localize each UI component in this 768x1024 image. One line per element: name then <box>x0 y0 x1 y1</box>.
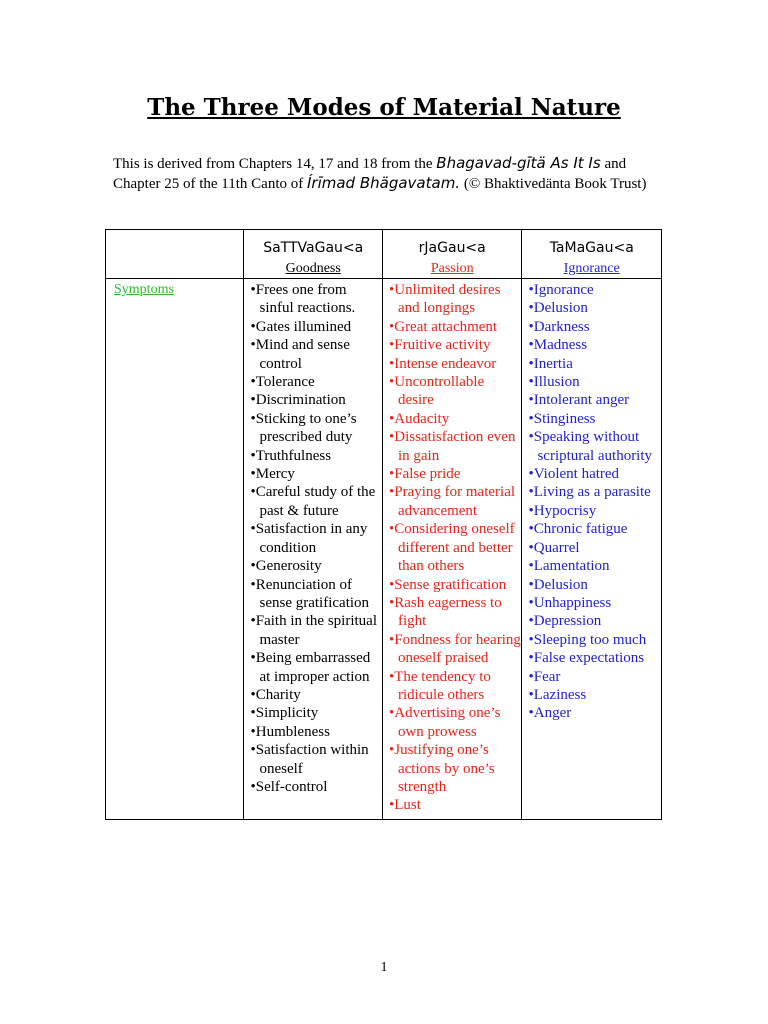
symptom-item: • Careful study of the past & future <box>250 483 381 520</box>
symptom-item: • Tolerance <box>250 373 381 391</box>
symptom-item: • Intolerant anger <box>528 391 661 409</box>
symptom-item: • Sleeping too much <box>528 631 661 649</box>
symptom-item: • Madness <box>528 336 661 354</box>
symptom-item: • Chronic fatigue <box>528 520 661 538</box>
symptom-item: • Advertising one’s own prowess <box>389 704 522 741</box>
symptom-item: • Inertia <box>528 355 661 373</box>
symptom-item: • Considering oneself different and better than others <box>389 520 522 575</box>
goodness-list <box>244 279 381 800</box>
page-title: The Three Modes of Material Nature <box>147 94 621 121</box>
header-row <box>106 230 662 279</box>
symptom-item: • Faith in the spiritual master <box>250 612 381 649</box>
symptoms-label-cell <box>106 279 244 820</box>
symptom-item: • Unlimited desires and longings <box>389 281 522 318</box>
symptom-item: • Living as a parasite <box>528 483 661 501</box>
passion-list <box>383 279 522 819</box>
symptom-item: • Discrimination <box>250 391 381 409</box>
symptom-item: • False expectations <box>528 649 661 667</box>
symptom-item: • Fear <box>528 668 661 686</box>
symptom-item: • Justifying one’s actions by one’s strength <box>389 741 522 796</box>
symptom-item: • Satisfaction in any condition <box>250 520 381 557</box>
symptom-item: • Dissatisfaction even in gain <box>389 428 522 465</box>
modes-table <box>105 229 662 820</box>
symptom-item: • Stinginess <box>528 410 661 428</box>
symptom-item: • Delusion <box>528 576 661 594</box>
book-title-bhagavatam: Írīmad Bhägavatam. <box>307 174 461 192</box>
page-number: 1 <box>380 960 388 975</box>
symptom-item: • Unhappiness <box>528 594 661 612</box>
symptom-item: • False pride <box>389 465 522 483</box>
symptom-item: • Lust <box>389 796 522 814</box>
symptom-item: • Uncontrollable desire <box>389 373 522 410</box>
ignorance-list <box>522 279 661 727</box>
passion-cell <box>382 279 522 820</box>
symptom-item: • Sense gratification <box>389 576 522 594</box>
symptom-item: • Laziness <box>528 686 661 704</box>
symptom-item: • Quarrel <box>528 539 661 557</box>
symptom-item: • Renunciation of sense gratification <box>250 576 381 613</box>
intro-text-2: and Chapter 25 of the 11th Canto of <box>113 156 627 192</box>
symptom-item: • Speaking without scriptural authority <box>528 428 661 465</box>
symptom-item: • Hypocrisy <box>528 502 661 520</box>
empty-header-cell <box>106 230 244 279</box>
symptom-item: • Rash eagerness to fight <box>389 594 522 631</box>
symptom-item: • Illusion <box>528 373 661 391</box>
symptom-item: • Ignorance <box>528 281 661 299</box>
ignorance-label: Ignorance <box>563 261 620 276</box>
symptom-item: • Being embarrassed at improper action <box>250 649 381 686</box>
symptom-item: • Satisfaction within oneself <box>250 741 381 778</box>
symptom-item: • Darkness <box>528 318 661 336</box>
goodness-label: Goodness <box>285 261 341 276</box>
symptom-item: • Delusion <box>528 299 661 317</box>
symptoms-link[interactable]: Symptoms <box>114 282 174 297</box>
passion-header <box>382 230 522 279</box>
symptom-item: • Praying for material advancement <box>389 483 522 520</box>
goodness-cell <box>244 279 382 820</box>
symptom-item: • Mind and sense control <box>250 336 381 373</box>
symptom-item: • Frees one from sinful reactions. <box>250 281 381 318</box>
symptom-item: • Depression <box>528 612 661 630</box>
symptom-item: • Intense endeavor <box>389 355 522 373</box>
ignorance-sanskrit: TaMaGau<a <box>549 240 634 256</box>
symptom-item: • Lamentation <box>528 557 661 575</box>
ignorance-header <box>522 230 662 279</box>
symptom-item: • Charity <box>250 686 381 704</box>
ignorance-cell <box>522 279 662 820</box>
symptom-item: • Truthfulness <box>250 447 381 465</box>
symptom-item: • Self-control <box>250 778 381 796</box>
symptom-item: • The tendency to ridicule others <box>389 668 522 705</box>
symptom-item: • Anger <box>528 704 661 722</box>
symptom-item: • Fondness for hearing oneself praised <box>389 631 522 668</box>
intro-paragraph <box>113 154 673 194</box>
intro-text-1: This is derived from Chapters 14, 17 and 18 from the <box>113 156 437 172</box>
goodness-header <box>244 230 382 279</box>
intro-text-3: (© Bhaktivedänta Book Trust) <box>460 176 647 192</box>
passion-sanskrit: rJaGau<a <box>418 240 486 256</box>
symptom-item: • Violent hatred <box>528 465 661 483</box>
symptom-item: • Generosity <box>250 557 381 575</box>
symptom-item: • Mercy <box>250 465 381 483</box>
symptom-item: • Audacity <box>389 410 522 428</box>
symptom-item: • Simplicity <box>250 704 381 722</box>
symptom-item: • Sticking to one’s prescribed duty <box>250 410 381 447</box>
book-title-gita: Bhagavad-gītä As It Is <box>436 154 601 172</box>
symptoms-row <box>106 279 662 820</box>
symptom-item: • Gates illumined <box>250 318 381 336</box>
symptom-item: • Fruitive activity <box>389 336 522 354</box>
symptom-item: • Humbleness <box>250 723 381 741</box>
symptom-item: • Great attachment <box>389 318 522 336</box>
goodness-sanskrit: SaTTVaGau<a <box>263 240 364 256</box>
passion-label: Passion <box>430 261 474 276</box>
